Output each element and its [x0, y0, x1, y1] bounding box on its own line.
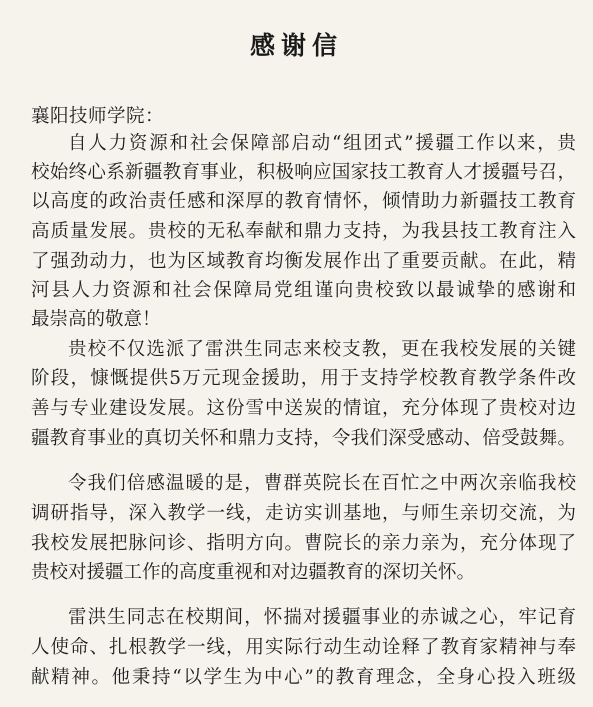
body-line: 调研指导，深入教学一线，走访实训基地，与师生亲切交流，为 [31, 503, 576, 524]
body-line: 献精神。他秉持“以学生为中心”的教育理念，全身心投入班级 [31, 667, 576, 688]
letter-title: 感谢信 [249, 31, 343, 60]
body-line: 贵校不仅选派了雷洪生同志来校支教，更在我校发展的关键 [68, 339, 576, 360]
body-line: 人使命、扎根教学一线，用实际行动生动诠释了教育家精神与奉 [31, 637, 576, 658]
body-line: 我校发展把脉问诊、指明方向。曹院长的亲力亲为，充分体现了 [31, 533, 576, 554]
body-line: 善与专业建设发展。这份雪中送炭的情谊，充分体现了贵校对边 [31, 398, 576, 419]
body-line: 贵校对援疆工作的高度重视和对边疆教育的深切关怀。 [31, 562, 476, 583]
body-line: 雷洪生同志在校期间，怀揣对援疆事业的赤诚之心，牢记育 [68, 607, 576, 628]
body-line: 阶段，慷慨提供5万元现金援助，用于支持学校教育教学条件改 [31, 368, 576, 389]
body-line: 了强劲动力，也为区域教育均衡发展作出了重要贡献。在此，精 [31, 251, 576, 272]
body-line: 高质量发展。贵校的无私奉献和鼎力支持，为我县技工教育注入 [31, 221, 576, 242]
body-line: 自人力资源和社会保障部启动“组团式”援疆工作以来，贵 [68, 133, 576, 154]
body-line: 以高度的政治责任感和深厚的教育情怀，倾情助力新疆技工教育 [31, 191, 576, 212]
body-line: 校始终心系新疆教育事业，积极响应国家技工教育人才援疆号召， [31, 162, 576, 183]
body-line: 河县人力资源和社会保障局党组谨向贵校致以最诚挚的感谢和 [31, 280, 576, 301]
salutation: 襄阳技师学院： [31, 106, 165, 127]
body-line: 疆教育事业的真切关怀和鼎力支持，令我们深受感动、倍受鼓舞。 [31, 428, 576, 449]
body-line: 最崇高的敬意！ [31, 309, 161, 330]
body-line: 令我们倍感温暖的是，曹群英院长在百忙之中两次亲临我校 [68, 473, 576, 494]
